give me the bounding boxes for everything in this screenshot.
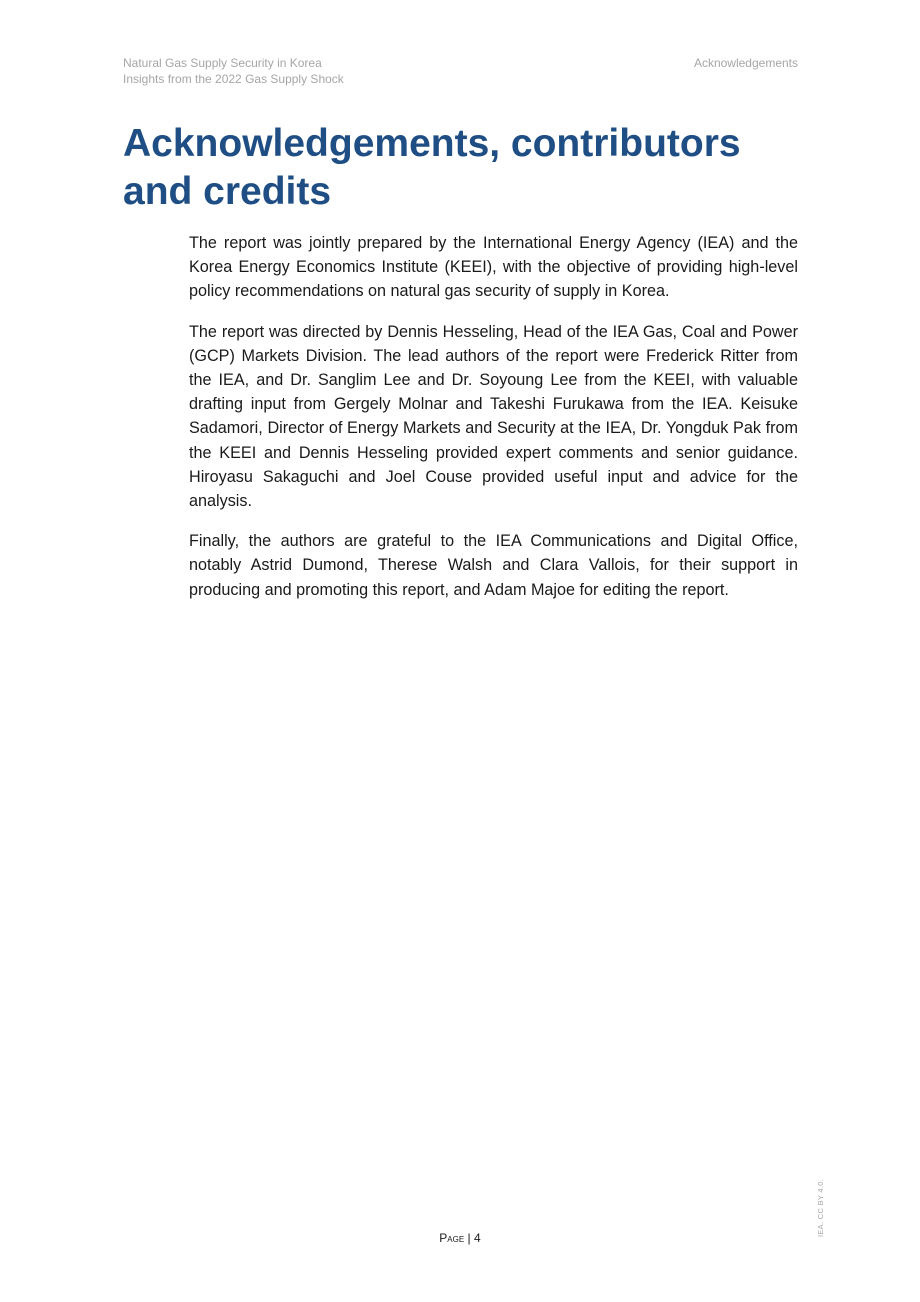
- page-separator: |: [464, 1231, 474, 1245]
- paragraph: The report was jointly prepared by the International Energy Agency (IEA) and the Korea Energy Economics Institute (KEEI), with the objective of providing high-level policy recommendations on natural gas security of supply in Korea.: [189, 234, 798, 301]
- report-title: Natural Gas Supply Security in Korea: [123, 56, 322, 70]
- page-number: 4: [474, 1231, 481, 1245]
- report-subtitle: Insights from the 2022 Gas Supply Shock: [123, 72, 344, 86]
- page-footer: [0, 1230, 920, 1246]
- paragraph: Finally, the authors are grateful to the IEA Communications and Digital Office, notably Astrid Dumond, Therese Walsh and Clara Vallois, for their support in producing and promoting this report, and Adam Majoe for editing the report.: [189, 532, 798, 599]
- license-notice: IEA. CC BY 4.0.: [816, 1178, 825, 1237]
- section-header: Acknowledgements: [693, 56, 798, 70]
- page-label: Page: [439, 1231, 465, 1245]
- running-header: [123, 55, 344, 87]
- paragraph: The report was directed by Dennis Hesseling, Head of the IEA Gas, Coal and Power (GCP) Markets Division. The lead authors of the report were Frederick Ritter from the IEA, and Dr. Sanglim Lee and Dr. Soyoung Lee from the KEEI, with valuable drafting input from Gergely Molnar and Takeshi Furukawa from the IEA. Keisuke Sadamori, Director of Energy Markets and Security at the IEA, Dr. Yongduk Pak from the KEEI and Dennis Hesseling provided expert comments and senior guidance. Hiroyasu Sakaguchi and Joel Couse provided useful input and advice for the analysis.: [189, 322, 798, 511]
- body-text: [189, 231, 798, 618]
- page-title: Acknowledgements, contributors and credits: [123, 122, 741, 213]
